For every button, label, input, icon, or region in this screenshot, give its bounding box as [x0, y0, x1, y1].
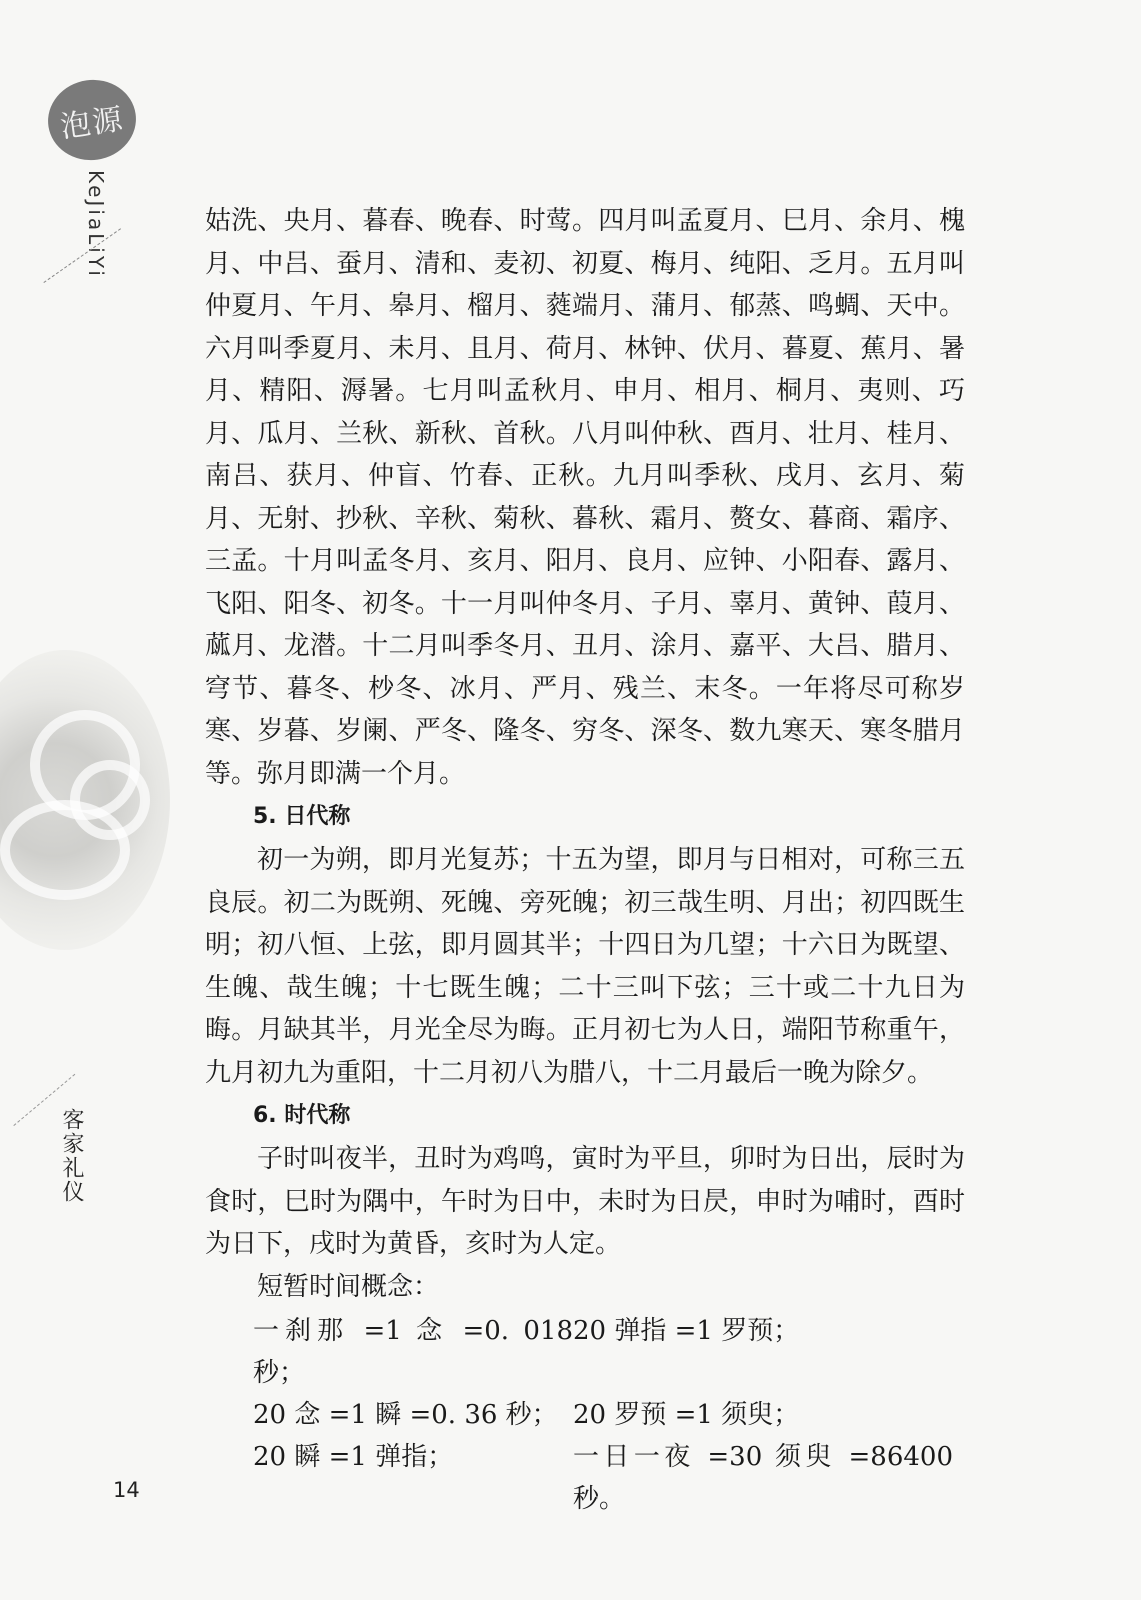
- paragraph-hours: 子时叫夜半，丑时为鸡鸣，寅时为平旦，卯时为日出，辰时为食时，巳时为隅中，午时为日中，未时为日昃，申时为哺时，酉时为日下，戌时为黄昏，亥时为人定。: [205, 1144, 965, 1259]
- time-unit-item: 一日一夜 =30 须臾 =86400 秒。: [573, 1442, 953, 1514]
- page-content: [205, 200, 965, 1520]
- side-title-chinese: 客家礼仪: [59, 1108, 84, 1204]
- paragraph-months: 姑洗、央月、暮春、晚春、时莺。四月叫孟夏月、巳月、余月、槐月、中吕、蚕月、清和、麦初、初夏、梅月、纯阳、乏月。五月叫仲夏月、午月、皋月、榴月、蕤端月、蒲月、郁蒸、鸣蜩、天中。六月叫季夏月、未月、且月、荷月、林钟、伏月、暮夏、蕉月、暑月、精阳、溽暑。七月叫孟秋月、申月、相月、桐月、夷则、巧月、瓜月、兰秋、新秋、首秋。八月叫仲秋、酉月、壮月、桂月、南吕、获月、仲盲、竹春、正秋。九月叫季秋、戌月、玄月、菊月、无射、抄秋、辛秋、菊秋、暮秋、霜月、赘女、暮商、霜序、三孟。十月叫孟冬月、亥月、阳月、良月、应钟、小阳春、露月、飞阳、阳冬、初冬。十一月叫仲冬月、子月、辜月、黄钟、葭月、蓏月、龙潜。十二月叫季冬月、丑月、涂月、嘉平、大吕、腊月、穹节、暮冬、杪冬、冰月、严月、残兰、末冬。一年将尽可称岁寒、岁暮、岁阑、严冬、隆冬、穷冬、深冬、数九寒天、寒冬腊月等。弥月即满一个月。: [205, 206, 965, 789]
- time-units-list: [205, 1310, 965, 1520]
- side-title-english: KeJiaLiYi: [84, 170, 108, 279]
- time-unit-item: 20 罗预 =1 须臾；: [573, 1400, 800, 1430]
- section-heading-hours: 6. 时代称: [253, 1103, 351, 1128]
- short-time-label: 短暂时间概念：: [257, 1271, 440, 1302]
- time-unit-item: 一刹那 =1 念 =0. 018 秒；: [253, 1316, 573, 1388]
- decorative-dashed-line: [43, 228, 121, 284]
- time-unit-item: 20 瞬 =1 弹指；: [253, 1442, 454, 1472]
- paragraph-days: 初一为朔，即月光复苏；十五为望，即月与日相对，可称三五良辰。初二为既朔、死魄、旁死魄；初三哉生明、月出；初四既生明；初八恒、上弦，即月圆其半；十四日为几望；十六日为既望、生魄、哉生魄；十七既生魄；二十三叫下弦；三十或二十九日为晦。月缺其半，月光全尽为晦。正月初七为人日，端阳节称重午，九月初九为重阳，十二月初八为腊八，十二月最后一晚为除夕。: [205, 845, 965, 1088]
- section-heading-days: 5. 日代称: [253, 804, 351, 829]
- seal-logo: 泡源: [43, 74, 141, 165]
- time-unit-item: 20 念 =1 瞬 =0. 36 秒；: [253, 1400, 558, 1430]
- page-number: 14: [113, 1478, 140, 1502]
- time-unit-item: 20 弹指 =1 罗预；: [573, 1316, 800, 1346]
- cloud-ornament-icon: [0, 650, 170, 950]
